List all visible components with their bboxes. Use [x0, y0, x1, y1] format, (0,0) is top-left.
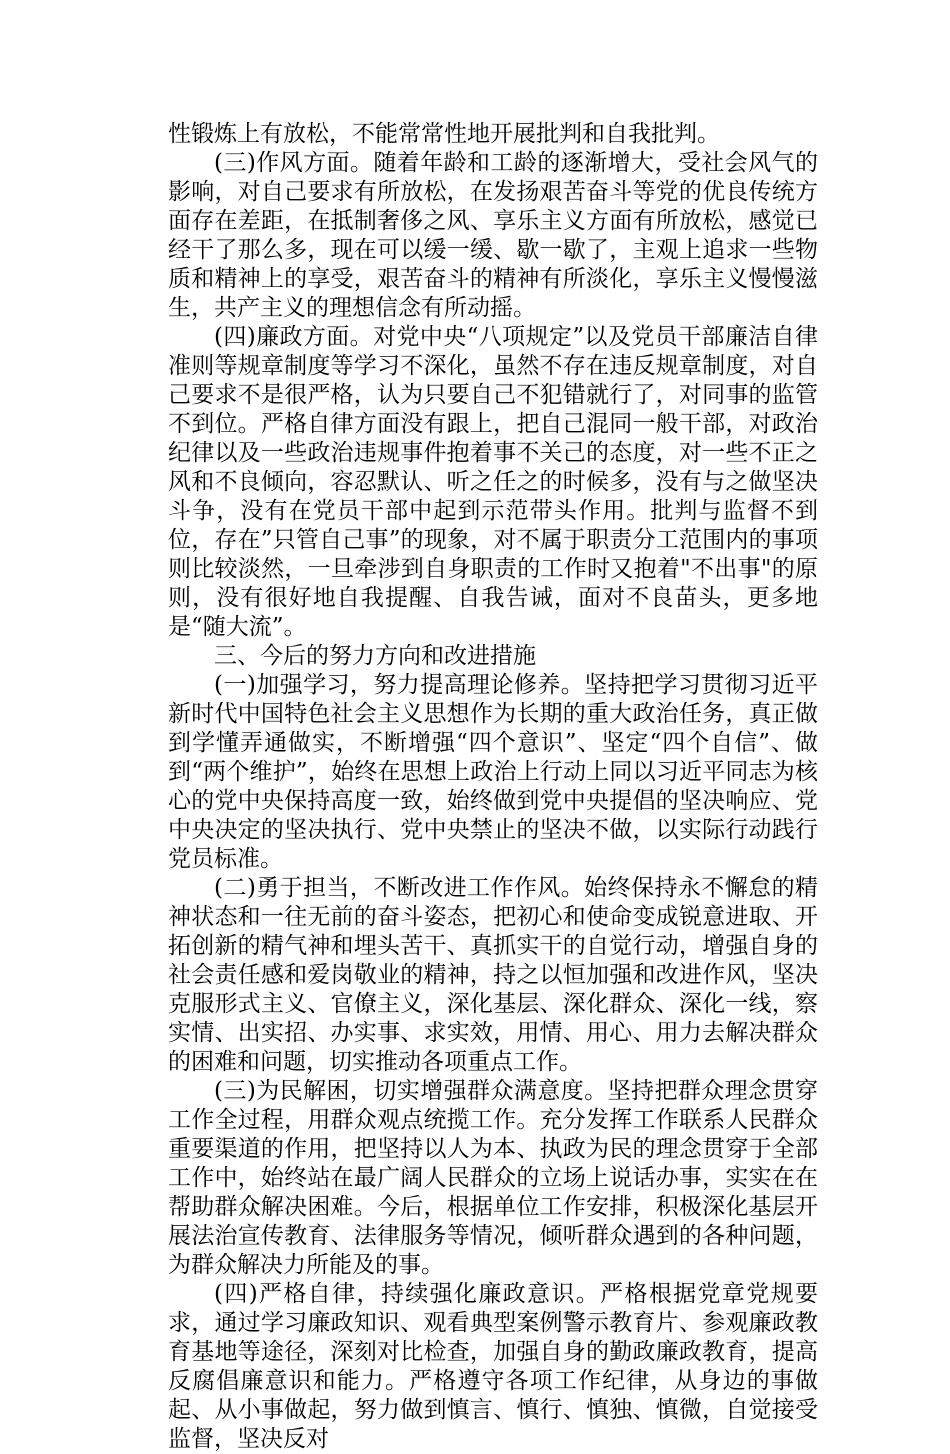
paragraph-responsibility: (二)勇于担当，不断改进工作作风。始终保持永不懈怠的精神状态和一往无前的奋斗姿态，把初心和使命变成锐意进取、开拓创新的精气神和埋头苦干、真抓实干的自觉行动，增强自身的社会责任感和爱岗敬业的精神，持之以恒加强和改进作风，坚决克服形式主义、官僚主义，深化基层、深化群众、深化一线，察实情、出实招、办实事、求实效，用情、用心、用力去解决群众的困难和问题，切实推动各项重点工作。 [168, 875, 818, 1075]
paragraph-continuation: 性锻炼上有放松，不能常常性地开展批判和自我批判。 [168, 121, 720, 147]
paragraph-self-discipline: (四)严格自律，持续强化廉政意识。严格根据党章党规要求，通过学习廉政知识、观看典型案例警示教育片、参观廉政教育基地等途径，深刻对比检查，加强自身的勤政廉政教育，提高反腐倡廉意识和能力。严格遵守各项工作纪律，从身边的事做起、从小事做起，努力做到慎言、慎行、慎独、慎微，自觉接受监督，坚决反对 [168, 1281, 818, 1452]
section-heading-improvements: 三、今后的努力方向和改进措施 [214, 643, 536, 669]
paragraph-integrity: (四)廉政方面。对党中央“八项规定”以及党员干部廉洁自律准则等规章制度等学习不深化，虽然不存在违反规章制度，对自己要求不是很严格，认为只要自己不犯错就行了，对同事的监管不到位。严格自律方面没有跟上，把自己混同一般干部，对政治纪律以及一些政治违规事件抱着事不关己的态度，对一些不正之风和不良倾向，容忍默认、听之任之的时候多，没有与之做坚决斗争，没有在党员干部中起到示范带头作用。批判与监督不到位，存在”只管自己事”的现象，对不属于职责分工范围内的事项则比较淡然，一旦牵涉到自身职责的工作时又抱着"不出事"的原则，没有很好地自我提醒、自我告诫，面对不良苗头，更多地是“随大流”。 [168, 324, 818, 640]
paragraph-work-style: (三)作风方面。随着年龄和工龄的逐渐增大，受社会风气的影响，对自己要求有所放松，在发扬艰苦奋斗等党的优良传统方面存在差距，在抵制奢侈之风、享乐主义方面有所放松，感觉已经干了那么多，现在可以缓一缓、歇一歇了，主观上追求一些物质和精神上的享受，艰苦奋斗的精神有所淡化，享乐主义慢慢滋生，共产主义的理想信念有所动摇。 [168, 150, 818, 321]
paragraph-serve-people: (三)为民解困，切实增强群众满意度。坚持把群众理念贯穿工作全过程，用群众观点统揽工作。充分发挥工作联系人民群众重要渠道的作用，把坚持以人为本、执政为民的理念贯穿于全部工作中，始终站在最广阔人民群众的立场上说话办事，实实在在帮助群众解决困难。今后，根据单位工作安排，积极深化基层开展法治宣传教育、法律服务等情况，倾听群众遇到的各种问题，为群众解决力所能及的事。 [168, 1078, 818, 1278]
document-body [168, 120, 818, 1454]
paragraph-study: (一)加强学习，努力提高理论修养。坚持把学习贯彻习近平新时代中国特色社会主义思想作为长期的重大政治任务，真正做到学懂弄通做实，不断增强“四个意识”、坚定“四个自信”、做到“两个维护”，始终在思想上政治上行动上同以习近平同志为核心的党中央保持高度一致，始终做到党中央提倡的坚决响应、党中央决定的坚决执行、党中央禁止的坚决不做，以实际行动践行党员标准。 [168, 672, 818, 872]
